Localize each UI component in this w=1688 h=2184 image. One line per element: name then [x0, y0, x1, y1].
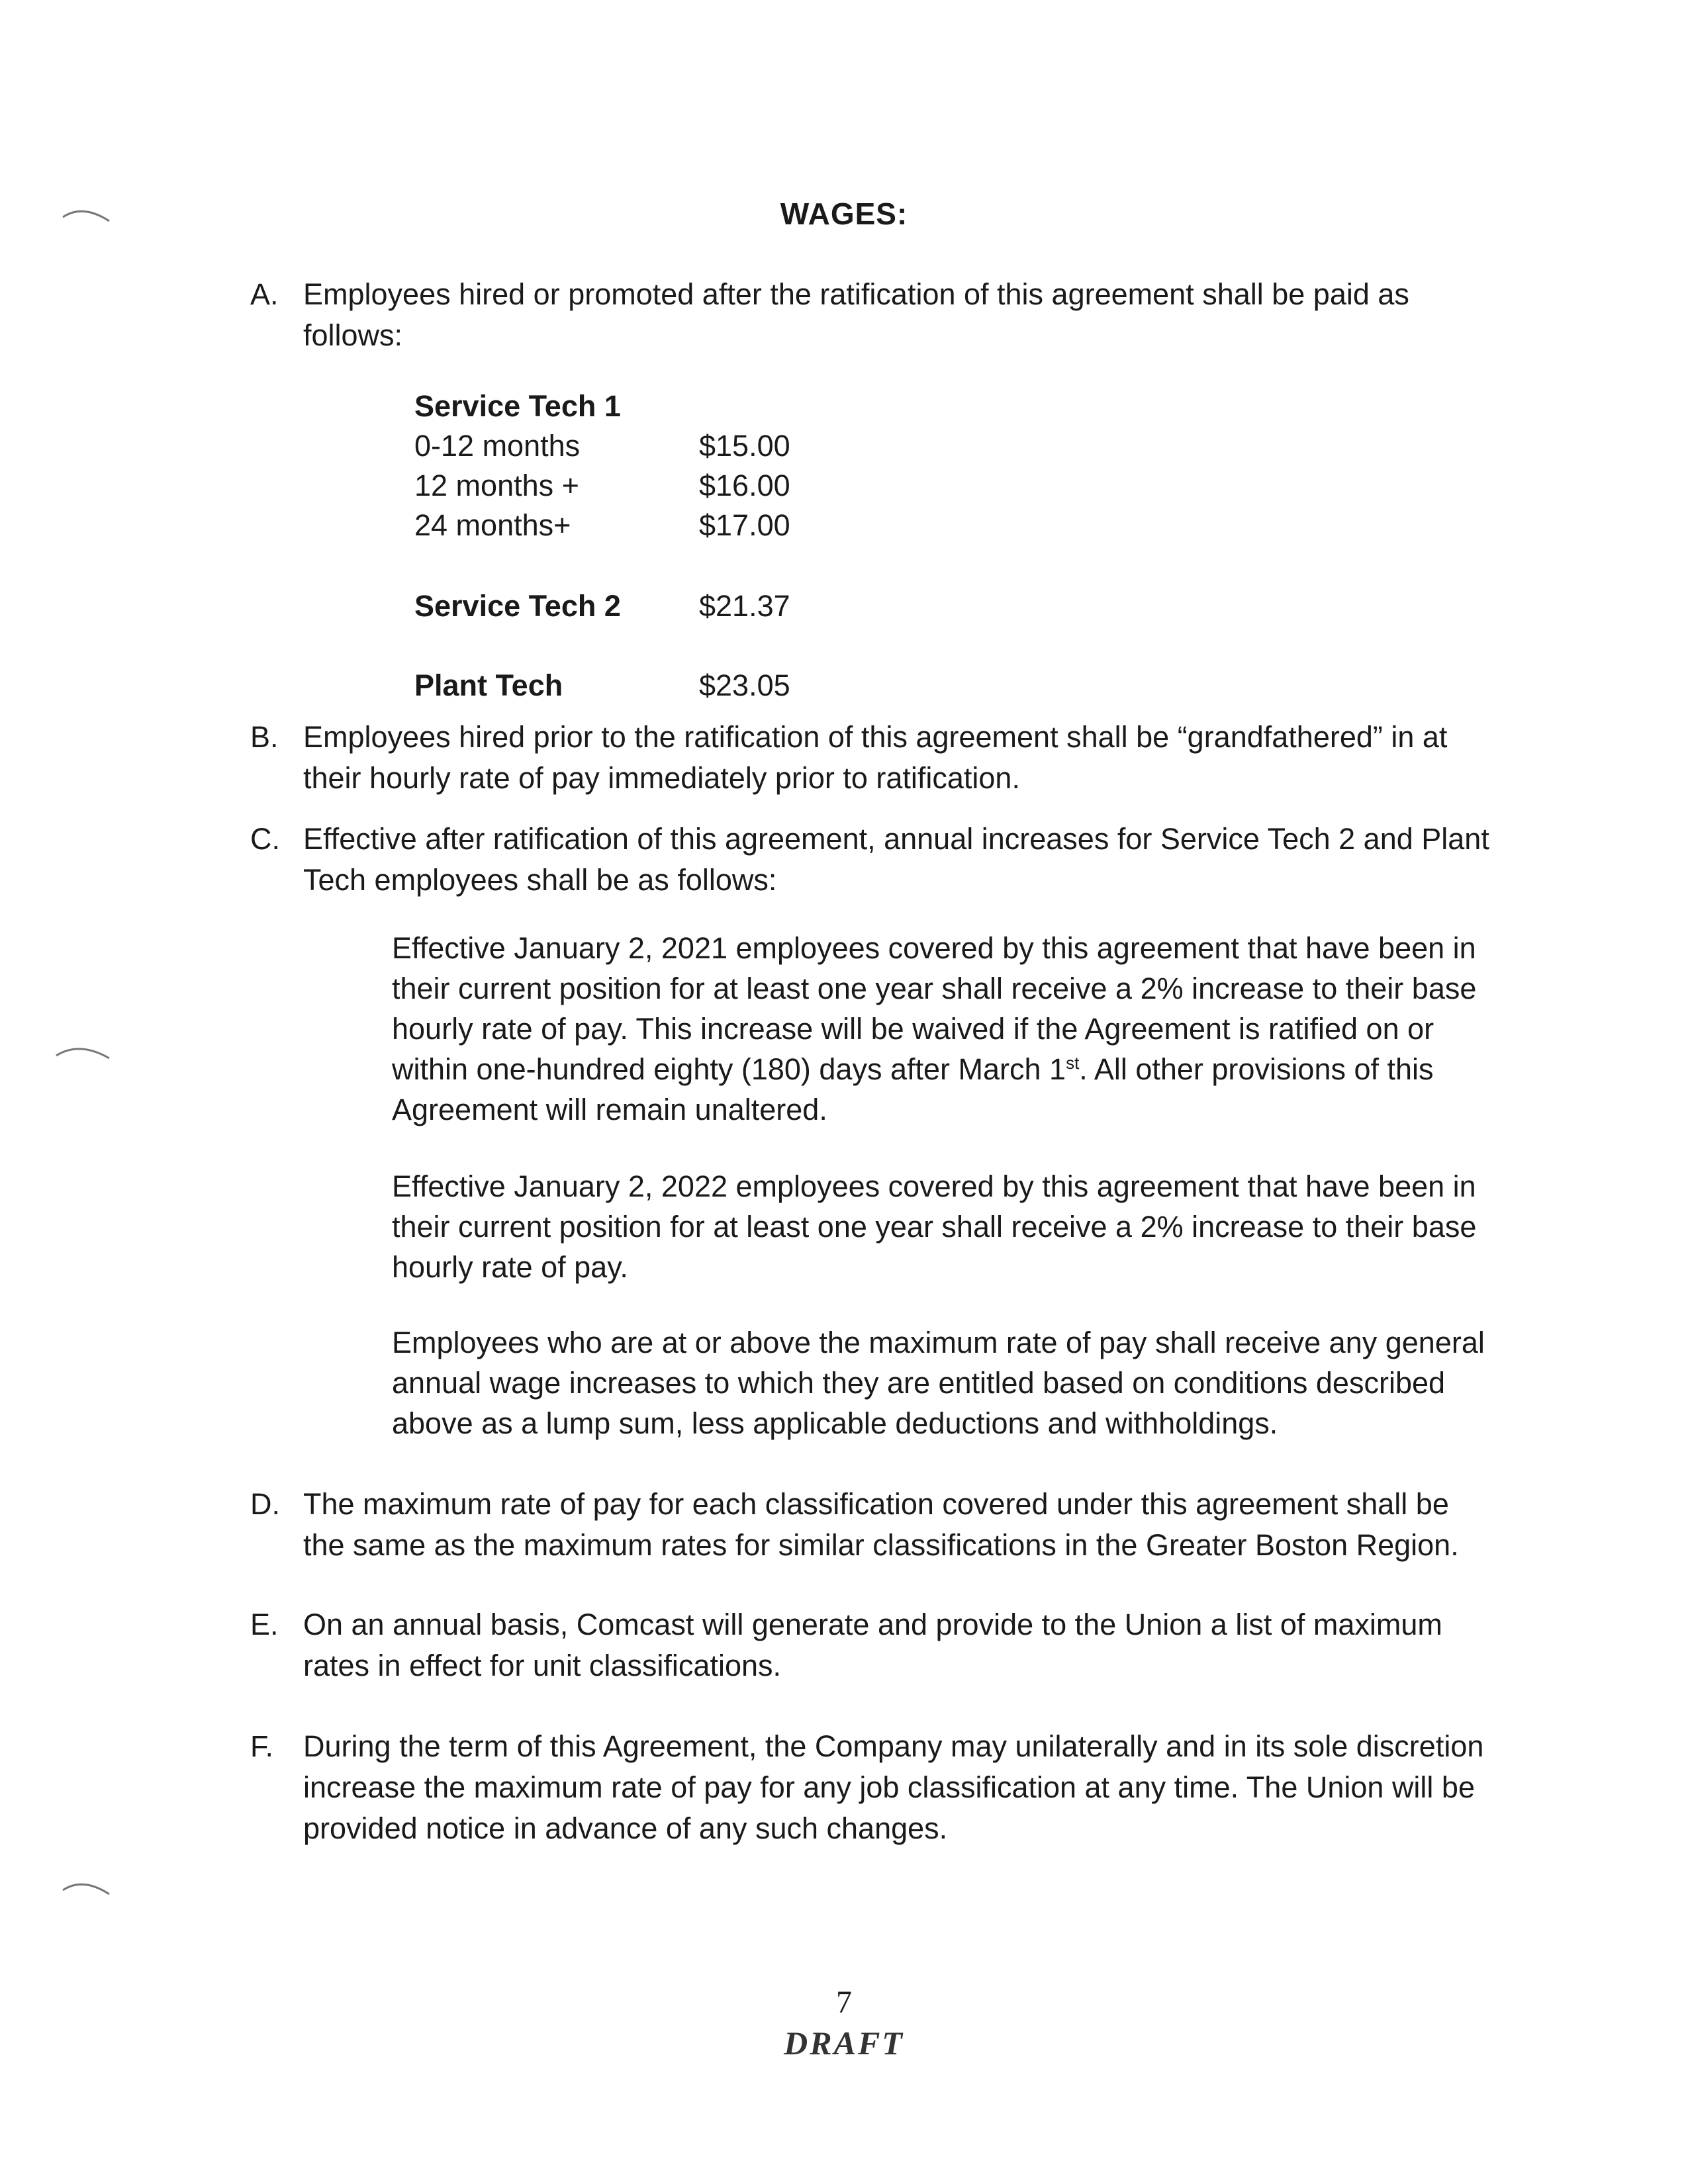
ordinal-suffix: st [1066, 1053, 1080, 1073]
section-f [250, 1726, 1495, 1849]
wage-amount: $21.37 [699, 589, 790, 623]
paragraph-text: . All other provisions of this Agreement will remain unaltered. [392, 1052, 1434, 1126]
section-text: The maximum rate of pay for each classification covered under this agreement shall be the same as the maximum rates for similar classifications in the Greater Boston Region. [303, 1487, 1459, 1562]
page-number: 7 [836, 1985, 852, 2020]
paragraph-2022-increase: Effective January 2, 2022 employees covered by this agreement that have been in their current position for at least one year shall receive a 2% increase to their base hourly rate of pay. [392, 1169, 1477, 1284]
punch-hole-mark-icon [26, 1872, 126, 1898]
section-text: Effective after ratification of this agreement, annual increases for Service Tech 2 and Plant Tech employees shall be as follows: [303, 822, 1489, 897]
paragraph-text: Effective January 2, 2021 employees covered by this agreement that have been in their current position for at least one year shall receive a 2% increase to their base hourly rate of pay. This increase will be waived if the Agreement is ratified on or within one-hundred eighty (180) days after March 1 [392, 931, 1477, 1086]
section-letter: C. [250, 822, 280, 856]
section-title: WAGES: [780, 197, 908, 231]
wage-label: 0-12 months [414, 429, 581, 463]
wage-label: Plant Tech [414, 668, 563, 702]
wage-amount: $16.00 [699, 469, 790, 502]
section-d [250, 1484, 1495, 1566]
section-letter: A. [250, 277, 279, 311]
wage-label: 24 months+ [414, 508, 571, 542]
section-e [250, 1604, 1495, 1686]
section-b [250, 717, 1495, 799]
paragraph-lump-sum: Employees who are at or above the maximum rate of pay shall receive any general annual wage increases to which they are entitled based on conditions described above as a lump sum, less applicable deductions and withholdings. [392, 1326, 1485, 1440]
section-a [250, 274, 1495, 356]
section-text: On an annual basis, Comcast will generate and provide to the Union a list of maximum rates in effect for unit classifications. [303, 1608, 1442, 1682]
section-letter: D. [250, 1487, 280, 1521]
section-text: Employees hired prior to the ratification of this agreement shall be “grandfathered” in at their hourly rate of pay immediately prior to ratification. [303, 720, 1448, 795]
wage-label: Service Tech 1 [414, 389, 621, 423]
draft-mark: DRAFT [784, 2025, 904, 2062]
section-letter: F. [250, 1729, 274, 1763]
wage-amount: $17.00 [699, 508, 790, 542]
section-text: During the term of this Agreement, the Company may unilaterally and in its sole discretion increase the maximum rate of pay for any job classification at any time. The Union will be provided notice in advance of any such changes. [303, 1729, 1484, 1845]
wage-amount: $23.05 [699, 668, 790, 702]
wage-amount: $15.00 [699, 429, 790, 463]
wage-label: Service Tech 2 [414, 589, 621, 623]
section-text: Employees hired or promoted after the ratification of this agreement shall be paid as follows: [303, 277, 1409, 352]
punch-hole-mark-icon [26, 1036, 126, 1062]
section-letter: E. [250, 1608, 279, 1641]
section-c [250, 819, 1495, 901]
section-letter: B. [250, 720, 279, 754]
wage-label: 12 months + [414, 469, 579, 502]
paragraph-2021-increase [392, 928, 1504, 1130]
